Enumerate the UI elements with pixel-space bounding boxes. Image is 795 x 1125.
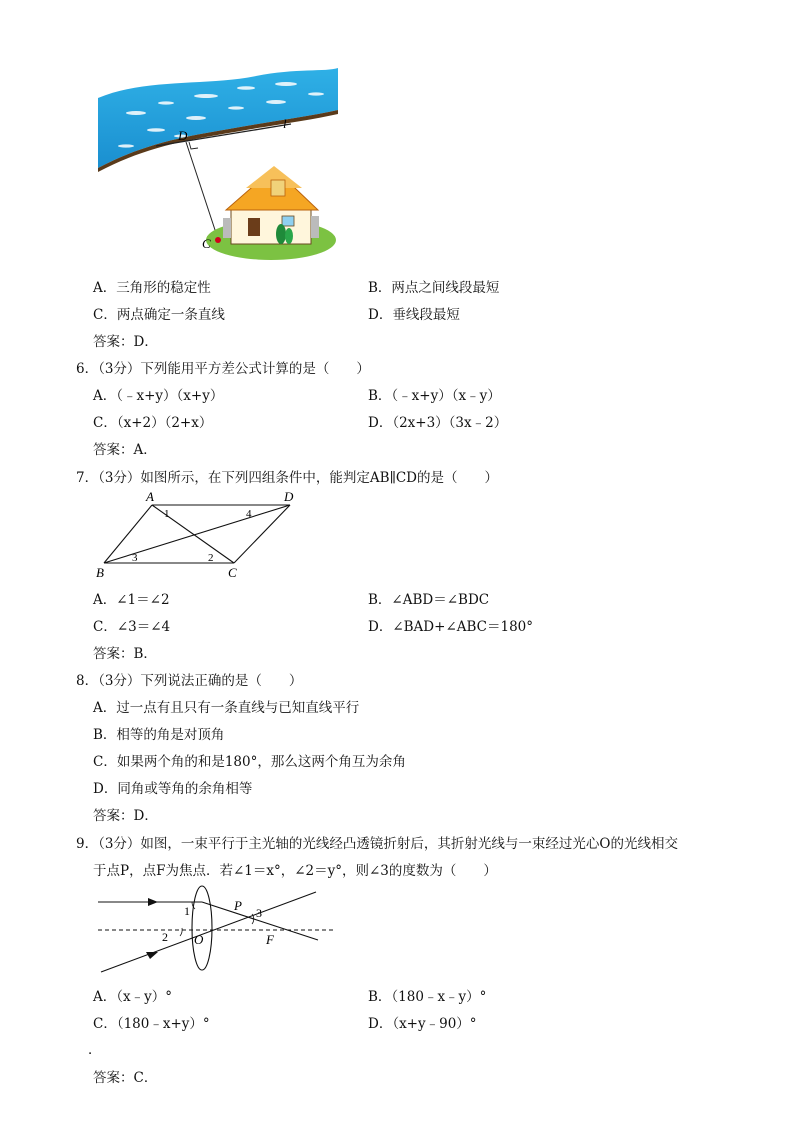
label-C: C bbox=[228, 565, 237, 580]
right-angle-mark bbox=[189, 142, 198, 149]
river-house-figure bbox=[96, 68, 341, 268]
q8-option-b: B．相等的角是对顶角 bbox=[93, 727, 225, 743]
label-F: F bbox=[266, 932, 274, 947]
q7-option-b: B．∠ABD＝∠BDC bbox=[368, 592, 490, 608]
label-C: C bbox=[202, 236, 211, 251]
q9-answer: 答案：C． bbox=[93, 1070, 158, 1086]
angle-1-label: 1 bbox=[164, 508, 170, 520]
arrow-parallel-ray bbox=[148, 898, 158, 906]
q5-option-a: A．三角形的稳定性 bbox=[93, 280, 211, 296]
q6-option-d: D．（2x+3）（3x﹣2） bbox=[368, 415, 508, 431]
q9-stem-line2: 于点P，点F为焦点．若∠1＝x°，∠2＝y°，则∠3的度数为（ ） bbox=[93, 863, 497, 879]
angle-2-label: 2 bbox=[208, 552, 214, 564]
angle-1-label: 1 bbox=[184, 904, 190, 918]
label-D: D bbox=[178, 128, 188, 143]
q8-stem: 8．（3分）下列说法正确的是（ ） bbox=[76, 673, 303, 689]
q8-option-a: A．过一点有且只有一条直线与已知直线平行 bbox=[93, 700, 360, 716]
q5-option-d: D．垂线段最短 bbox=[368, 307, 460, 323]
angle-2-arc bbox=[180, 928, 182, 936]
q6-stem: 6．（3分）下列能用平方差公式计算的是（ ） bbox=[76, 361, 370, 377]
q5-option-c: C．两点确定一条直线 bbox=[93, 307, 225, 323]
house bbox=[206, 166, 336, 260]
q6-option-a: A．（﹣x+y）（x+y） bbox=[93, 388, 224, 404]
q9-option-a: A．（x﹣y）° bbox=[93, 989, 172, 1005]
q7-option-c: C．∠3＝∠4 bbox=[93, 619, 171, 635]
label-l: l bbox=[283, 116, 287, 131]
angle-3-label: 3 bbox=[256, 906, 262, 920]
arrow-center-ray bbox=[146, 952, 158, 959]
q6-answer: 答案：A． bbox=[93, 442, 157, 458]
point-C bbox=[215, 237, 221, 243]
q9-option-c: C．（180﹣x+y）° bbox=[93, 1016, 210, 1032]
label-P: P bbox=[234, 898, 242, 913]
q7-stem: 7．（3分）如图所示，在下列四组条件中，能判定AB∥CD的是（ ） bbox=[76, 470, 498, 486]
q9-stem-line1: 9．（3分）如图，一束平行于主光轴的光线经凸透镜折射后，其折射光线与一束经过光心O的光线相交 bbox=[76, 836, 678, 852]
q7-option-d: D．∠BAD+∠ABC＝180° bbox=[368, 619, 534, 635]
q7-answer: 答案：B． bbox=[93, 646, 157, 662]
q6-option-b: B．（﹣x+y）（x﹣y） bbox=[368, 388, 501, 404]
q5-option-b: B．两点之间线段最短 bbox=[368, 280, 500, 296]
segment-CD bbox=[186, 142, 218, 239]
q8-option-d: D．同角或等角的余角相等 bbox=[93, 781, 253, 797]
label-D: D bbox=[284, 489, 294, 504]
q9-option-b: B．（180﹣x﹣y）° bbox=[368, 989, 487, 1005]
q9-option-d: D．（x+y﹣90）° bbox=[368, 1016, 477, 1032]
label-A: A bbox=[146, 489, 154, 504]
q6-option-c: C．（x+2）（2+x） bbox=[93, 415, 213, 431]
label-B: B bbox=[96, 565, 104, 580]
lens bbox=[192, 886, 212, 970]
angle-2-label: 2 bbox=[162, 930, 168, 944]
convex-lens-figure bbox=[96, 884, 341, 976]
parallelogram-figure bbox=[94, 488, 304, 580]
label-O: O bbox=[194, 932, 204, 947]
q8-option-c: C．如果两个角的和是180°，那么这两个角互为余角 bbox=[93, 754, 406, 770]
q9-dot: ． bbox=[88, 1042, 102, 1058]
angle-4-label: 4 bbox=[246, 508, 252, 520]
q8-answer: 答案：D． bbox=[93, 808, 158, 824]
segment-AB bbox=[104, 505, 152, 563]
q5-answer: 答案：D． bbox=[93, 334, 158, 350]
q7-option-a: A．∠1＝∠2 bbox=[93, 592, 170, 608]
angle-3-label: 3 bbox=[132, 552, 138, 564]
